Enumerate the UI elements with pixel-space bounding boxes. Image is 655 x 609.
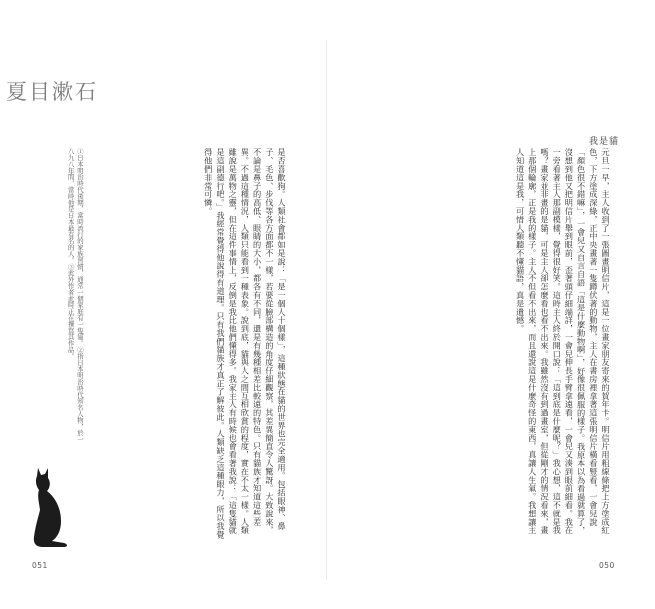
page-number-right: 050 [599, 561, 615, 570]
left-page [0, 0, 327, 609]
page-number-left: 051 [32, 561, 48, 570]
author-title: 夏目漱石 [6, 80, 98, 104]
right-page [327, 0, 655, 609]
footnotes: ①日本明治時代後期，當時流行的家族習慣，通常一個家庭有一隻貓。②指日本明治時代知名人物，於一八九八年間，當時他是日本最有名的人。③此外作者此時正在撰寫其作品。 [66, 148, 84, 443]
running-header: 我是貓 [589, 137, 620, 147]
cat-silhouette-icon [28, 466, 70, 550]
right-body-text: 元旦一早，主人收到了一張圖畫明信片，這是一位畫家朋友寄來的賀年卡。明信片用粗線條把上方塗成紅色，下方塗成深綠，正中央畫著一隻蹲伏著的動物，主人在書房裡拿著這張明信片橫看豎看，一會兒說「顏色很不錯嘛」，一會兒又自言自語「這是什麼動物啊」，好像很佩服的樣子。我原本以為看過就算了，沒想到他又把明信片舉到眼前，歪著頭仔細端詳，一會兒伸長手臂拿遠看，一會兒又湊到眼前細看。我在一旁看著主人那副模樣，覺得很好笑。這時主人終於開口說：「這到底是什麼呢？」我心想，這不就是我嗎？畫家並非畫的是貓，可是主人卻怎麼看也看不出來。我雖然沒有到過畫室，但從剛才的情況看來，畫上那個輪廓，正是我的樣子。主人不但看不出來，而且還說這是什麼奇怪的東西，真讓人生氣。我想讓主人知道這是我，可惜人類聽不懂貓語，真是遺憾。 [515, 148, 611, 535]
left-body-text: 是否喜歡狗。人類社會都如是說：「是一個人十個樣」，這種狀態在貓的世界也完全適用。包括眼神、鼻子、毛色、步伐等各方面都不一樣，若要從臉部構造的角度仔細觀察，其差異簡直令人驚訝。大致說來，不論是鼻子的高低、眼睛的大小，都各有不同，還是有幾種相差比較遠的特色。只有貓族才知道這些差異。不過這種情況，人類只能看到一種表象。說到底，貓與人之間互相欣賞的程度，實在不太一樣。人類雖說是萬物之靈，但在這件事情上，反倒是我比他們懂得多。我家主人有時候也會看著我說：「這隻貓就是這副德行吧。」我經常覺得他說得有道理。只有我們貓族才真正了解彼此。人類缺乏這種眼力，所以我覺得他們非常可憐。 [203, 148, 287, 539]
